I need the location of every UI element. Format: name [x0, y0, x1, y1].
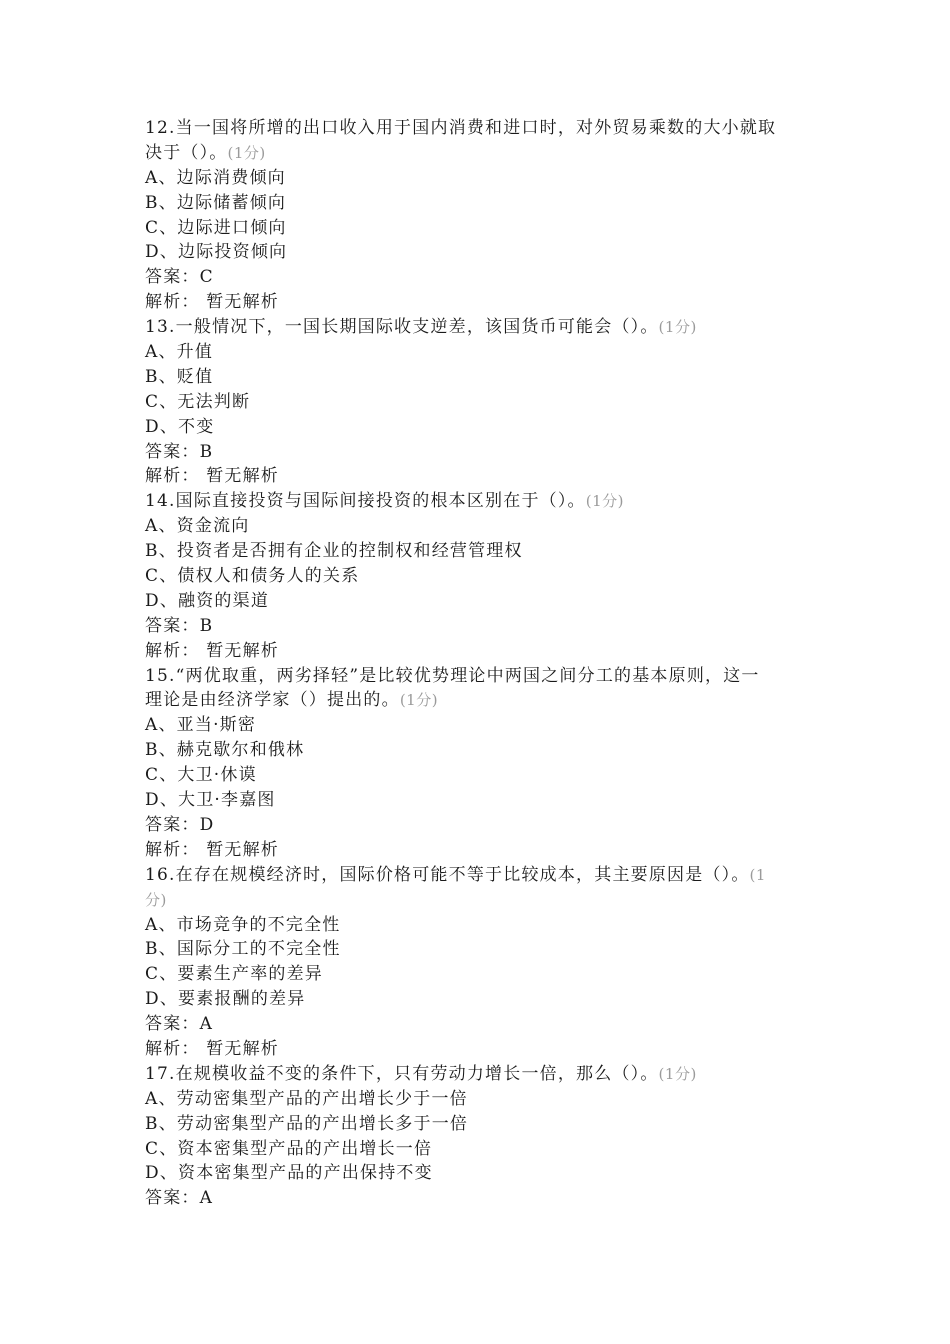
question-stem: “两优取重，两劣择轻”是比较优势理论中两国之间分工的基本原则，这一 — [175, 665, 760, 686]
analysis: 解析： 暂无解析 — [145, 839, 280, 860]
option-b: B、赫克歇尔和俄林 — [145, 740, 305, 761]
answer: 答案：B — [145, 441, 214, 462]
option-b: B、边际储蓄倾向 — [145, 192, 287, 213]
answer: 答案：A — [145, 1014, 214, 1035]
document-body — [145, 116, 815, 1211]
question-stem: 当一国将所增的出口收入用于国内消费和进口时，对外贸易乘数的大小就取 — [175, 118, 777, 138]
question-number: 14. — [145, 491, 176, 512]
question-12 — [145, 116, 815, 315]
question-number: 12. — [145, 118, 176, 138]
option-d: D、融资的渠道 — [145, 590, 270, 611]
option-d: D、边际投资倾向 — [145, 242, 288, 263]
option-d: D、要素报酬的差异 — [145, 989, 306, 1010]
analysis: 解析： 暂无解析 — [145, 292, 280, 313]
question-stem-line — [145, 116, 815, 141]
analysis: 解析： 暂无解析 — [145, 1038, 280, 1059]
question-14 — [145, 489, 815, 663]
option-a: A、劳动密集型产品的产出增长少于一倍 — [145, 1088, 468, 1109]
question-stem-line — [145, 688, 815, 713]
question-score: (1分) — [399, 691, 439, 710]
question-score: (1分) — [585, 492, 624, 511]
option-b: B、劳动密集型产品的产出增长多于一倍 — [145, 1113, 469, 1134]
analysis: 解析： 暂无解析 — [145, 640, 280, 661]
question-stem: 国际直接投资与国际间接投资的根本区别在于（）。 — [175, 491, 586, 512]
option-a: A、边际消费倾向 — [145, 167, 286, 188]
question-17 — [145, 1062, 815, 1211]
option-a: A、升值 — [145, 342, 214, 363]
question-number: 17. — [145, 1063, 176, 1084]
question-stem-line — [145, 315, 815, 340]
option-c: C、债权人和债务人的关系 — [145, 566, 360, 587]
question-score: (1 — [749, 865, 766, 884]
answer: 答案：C — [145, 267, 214, 288]
question-stem: 理论是由经济学家（）提出的。 — [145, 690, 400, 711]
question-stem-line — [145, 863, 815, 888]
option-a: A、亚当·斯密 — [145, 715, 257, 736]
question-score-continued: 分) — [145, 890, 167, 909]
question-number: 13. — [145, 317, 176, 338]
question-stem-line — [145, 888, 815, 913]
question-stem-line — [145, 664, 815, 689]
answer: 答案：D — [145, 814, 215, 835]
option-c: C、边际进口倾向 — [145, 217, 287, 238]
question-score: (1分) — [658, 318, 697, 337]
question-score: (1分) — [227, 143, 266, 162]
option-b: B、投资者是否拥有企业的控制权和经营管理权 — [145, 541, 523, 562]
question-stem: 在规模收益不变的条件下，只有劳动力增长一倍，那么（）。 — [175, 1063, 659, 1084]
question-stem: 一般情况下，一国长期国际收支逆差，该国货币可能会（）。 — [175, 317, 659, 338]
answer: 答案：B — [145, 615, 214, 636]
question-13 — [145, 315, 815, 489]
option-b: B、国际分工的不完全性 — [145, 939, 341, 960]
question-stem-line — [145, 141, 815, 166]
option-c: C、无法判断 — [145, 391, 251, 412]
option-c: C、要素生产率的差异 — [145, 964, 324, 985]
question-number: 16. — [145, 864, 176, 885]
question-16 — [145, 863, 815, 1062]
question-score: (1分) — [658, 1064, 697, 1083]
option-a: A、市场竞争的不完全性 — [145, 914, 341, 935]
question-stem: 决于（）。 — [145, 142, 228, 163]
answer: 答案：A — [145, 1188, 214, 1209]
option-d: D、大卫·李嘉图 — [145, 790, 276, 811]
option-d: D、资本密集型产品的产出保持不变 — [145, 1163, 433, 1184]
option-c: C、大卫·休谟 — [145, 765, 257, 786]
question-number: 15. — [145, 665, 176, 686]
question-stem-line — [145, 1062, 815, 1087]
option-d: D、不变 — [145, 416, 215, 437]
question-15 — [145, 664, 815, 863]
option-b: B、贬值 — [145, 366, 214, 387]
question-stem: 在存在规模经济时，国际价格可能不等于比较成本，其主要原因是（）。 — [175, 864, 750, 885]
option-c: C、资本密集型产品的产出增长一倍 — [145, 1138, 433, 1159]
question-stem-line — [145, 489, 815, 514]
analysis: 解析： 暂无解析 — [145, 466, 280, 487]
option-a: A、资金流向 — [145, 516, 250, 537]
